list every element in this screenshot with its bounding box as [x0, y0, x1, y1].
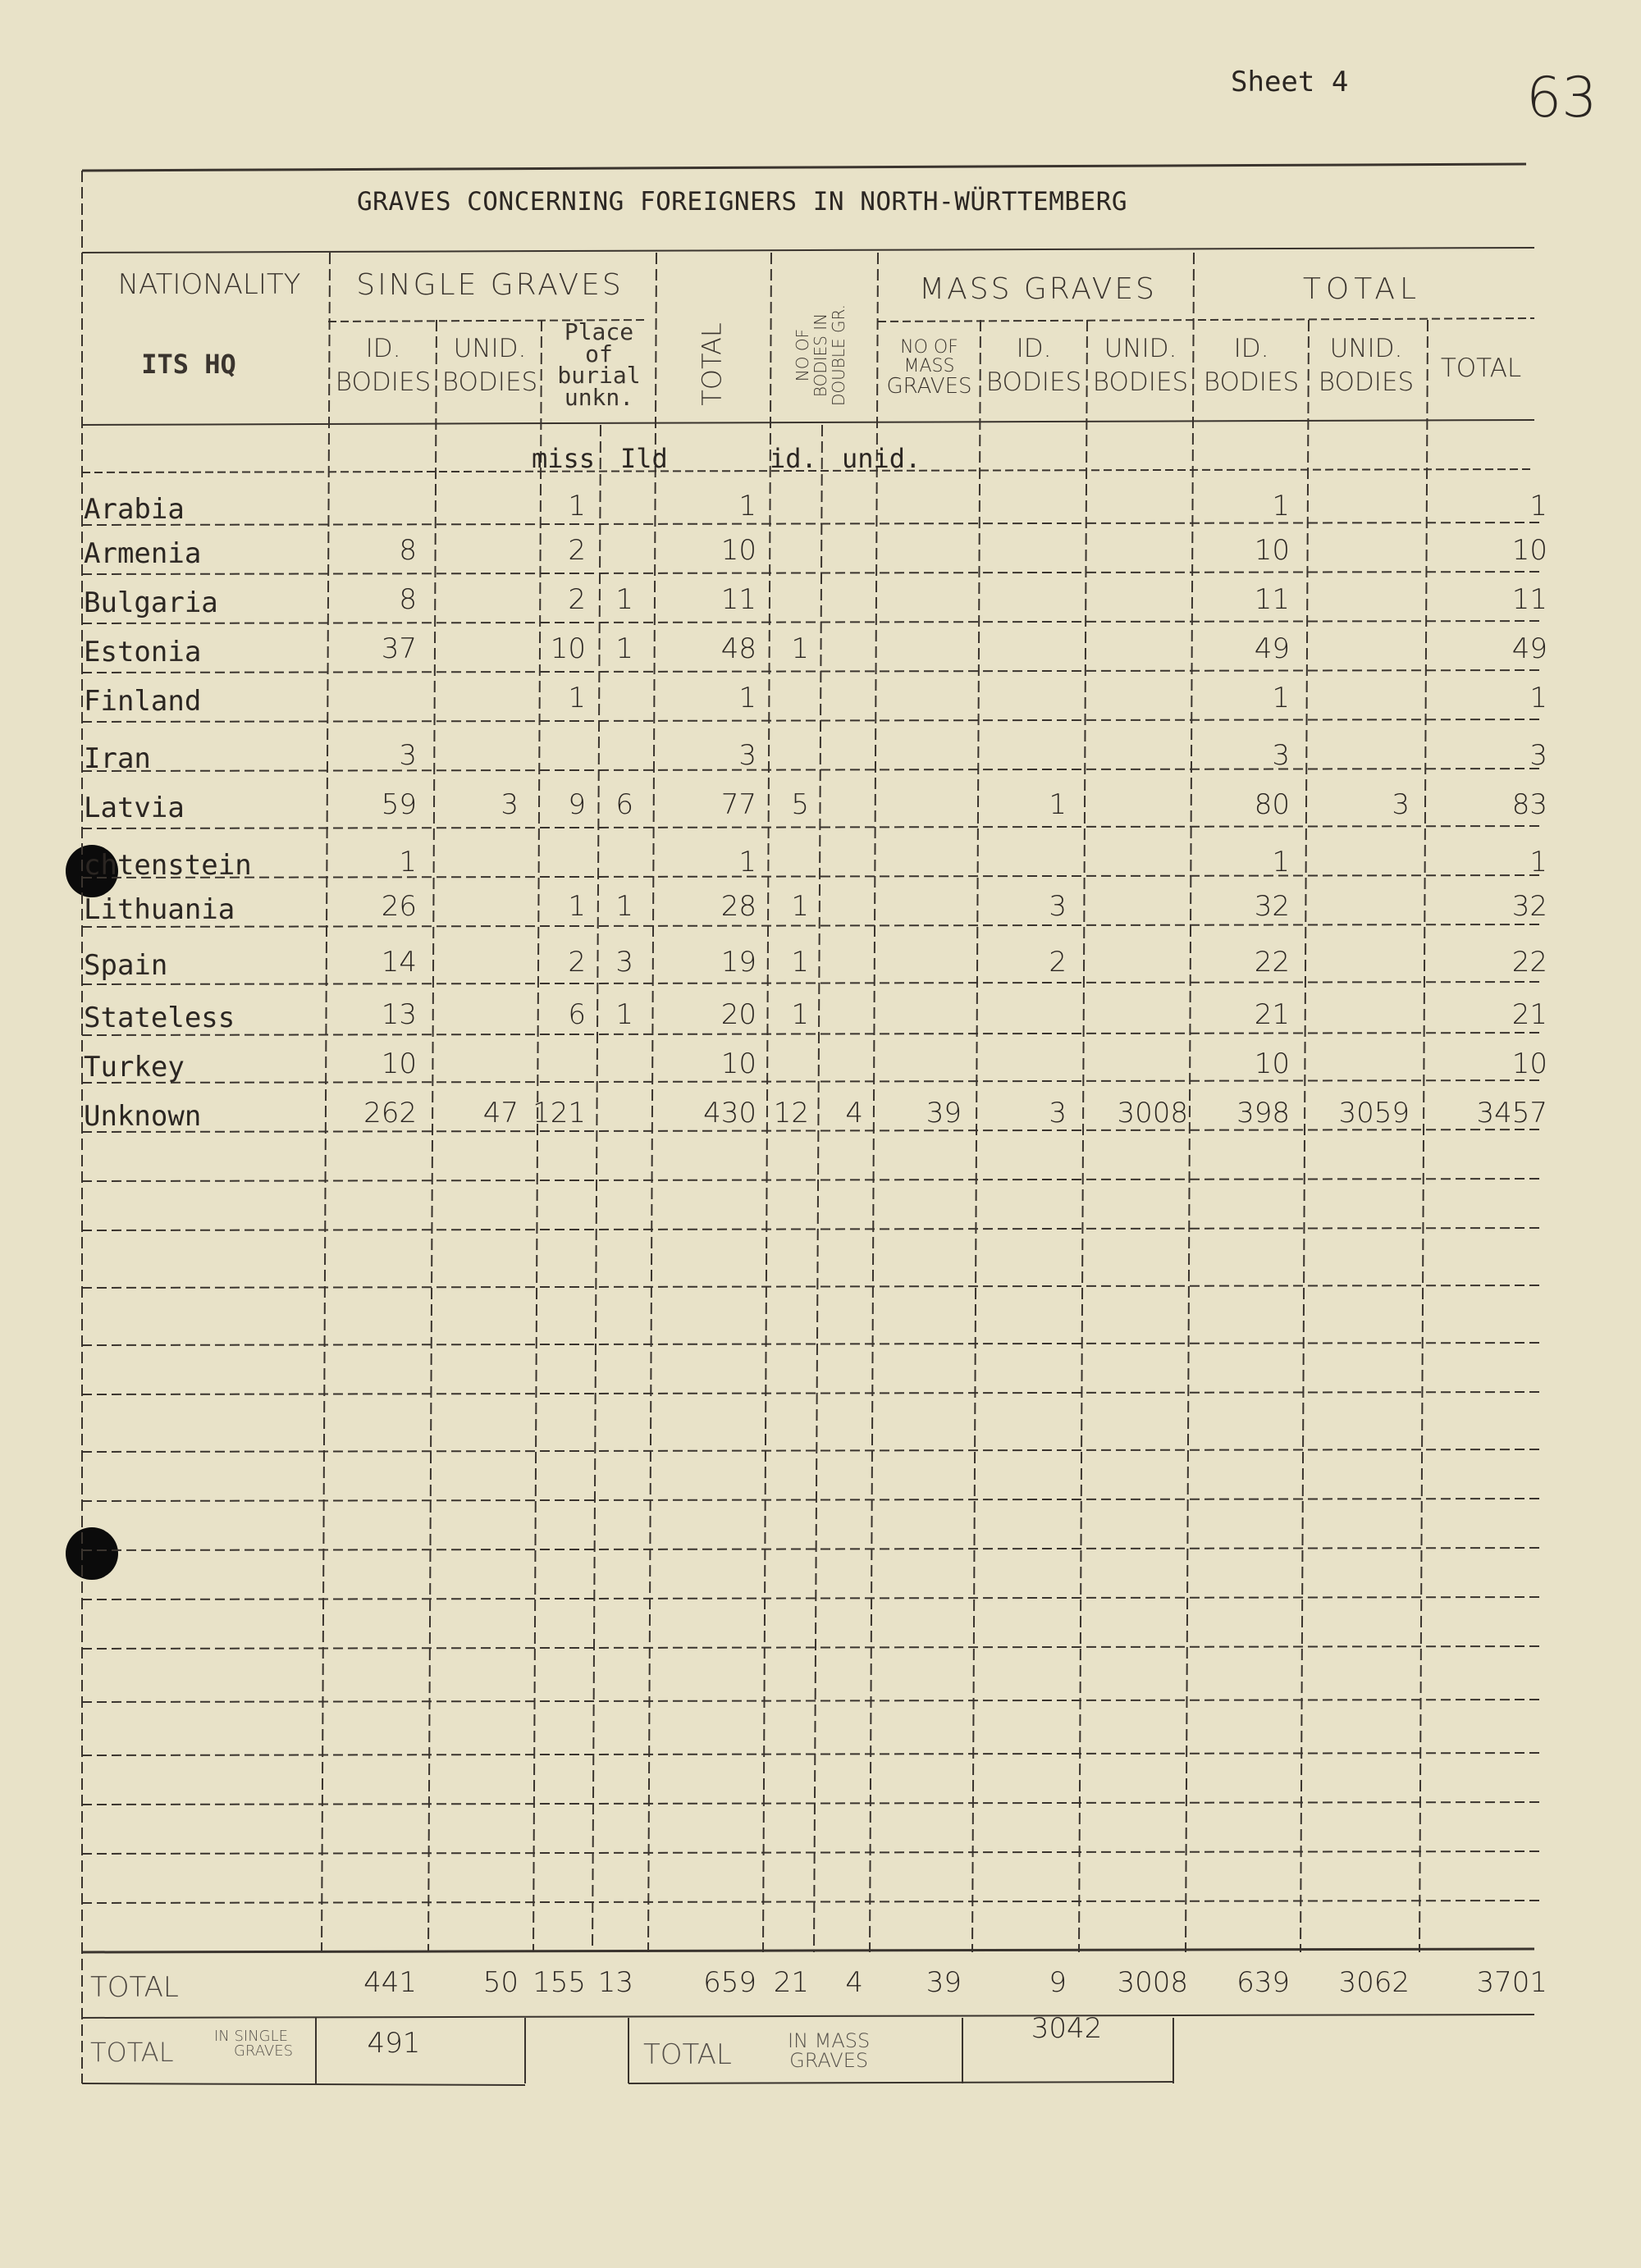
row-nationality: Finland	[84, 685, 202, 718]
row-rule	[82, 1343, 1543, 1345]
cell-total: 1	[738, 490, 757, 523]
cell-dbl-id: 1	[791, 946, 809, 979]
total-ild: 13	[597, 1966, 633, 1999]
row-rule	[82, 1499, 1543, 1501]
header-mass-id-bodies	[980, 336, 1087, 395]
cell-tot: 49	[1511, 632, 1547, 665]
cell-tot-id: 1	[1272, 846, 1290, 878]
total-dbl-unid: 4	[845, 1966, 863, 1999]
cell-total: 20	[720, 998, 757, 1031]
row-nationality: chtenstein	[84, 849, 252, 882]
total-mass-no: 39	[926, 1966, 962, 1999]
header-unid-bodies	[437, 336, 543, 395]
footer-single-sub-line1: IN SINGLE	[213, 2028, 289, 2045]
cell-dbl-id: 12	[773, 1097, 809, 1129]
cell-mass-id: 3	[1049, 890, 1067, 923]
cell-id: 262	[363, 1097, 417, 1129]
header-unid-bodies-line1: UNID.	[453, 334, 527, 363]
header-total-unid-line2: BODIES	[1318, 367, 1415, 397]
row-nationality: Arabia	[84, 493, 185, 526]
header-total-unid-line1: UNID.	[1329, 334, 1403, 363]
row-rule	[82, 523, 1543, 525]
cell-unid: 47	[482, 1097, 519, 1129]
cell-total: 10	[720, 1047, 757, 1080]
cell-ild: 6	[615, 788, 633, 821]
cell-tot-id: 80	[1254, 788, 1290, 821]
cell-total: 19	[720, 946, 757, 979]
row-nationality: Unknown	[84, 1100, 202, 1133]
header-mass-unid-bodies	[1087, 336, 1194, 395]
cell-tot: 3	[1529, 739, 1547, 772]
cell-id: 1	[399, 846, 417, 878]
cell-tot-unid: 3	[1392, 788, 1410, 821]
cell-id: 3	[399, 739, 417, 772]
cell-id: 26	[381, 890, 417, 923]
cell-miss: 10	[550, 632, 586, 665]
total-tot-unid: 3062	[1338, 1966, 1410, 1999]
subheader-ild: Ild	[620, 443, 668, 474]
header-total-group: TOTAL	[1302, 272, 1422, 306]
row-rule	[82, 1179, 1543, 1181]
cell-mass-id: 2	[1049, 946, 1067, 979]
cell-tot: 10	[1511, 1047, 1547, 1080]
cell-miss: 121	[533, 1097, 586, 1129]
row-rule	[82, 924, 1543, 927]
header-id-bodies	[330, 336, 437, 395]
row-rule	[82, 1700, 1543, 1702]
subheader-miss: miss	[532, 443, 596, 474]
header-double-line2: BODIES IN	[811, 313, 830, 398]
cell-tot: 83	[1511, 788, 1547, 821]
header-mass-unid-line2: BODIES	[1092, 367, 1189, 397]
row-rule	[82, 1548, 1543, 1550]
header-mass-graves: MASS GRAVES	[919, 272, 1157, 306]
cell-id: 14	[381, 946, 417, 979]
cell-tot: 22	[1511, 946, 1547, 979]
row-rule	[82, 1228, 1543, 1230]
row-rule	[82, 1851, 1543, 1854]
cell-miss: 1	[568, 490, 586, 523]
cell-total: 1	[738, 846, 757, 878]
cell-tot: 1	[1529, 682, 1547, 714]
row-rule	[82, 621, 1543, 623]
cell-dbl-id: 5	[791, 788, 809, 821]
row-rule	[82, 1129, 1543, 1132]
column-rule	[814, 425, 822, 1952]
cell-ild: 1	[615, 890, 633, 923]
footer-mass-sub	[788, 2031, 870, 2070]
footer-single-sub	[209, 2029, 293, 2059]
footer-mass-sub-line1: IN MASS	[788, 2029, 871, 2052]
cell-dbl-id: 1	[791, 890, 809, 923]
row-nationality: Iran	[84, 742, 151, 775]
row-nationality: Bulgaria	[84, 586, 218, 619]
footer-mass-value: 3042	[1031, 2012, 1103, 2045]
cell-id: 10	[381, 1047, 417, 1080]
total-tot-id: 639	[1236, 1966, 1290, 1999]
cell-miss: 2	[568, 534, 586, 567]
cell-tot-id: 49	[1254, 632, 1290, 665]
cell-tot-id: 22	[1254, 946, 1290, 979]
cell-tot: 1	[1529, 490, 1547, 523]
footer-single-value: 491	[367, 2027, 421, 2060]
header-mass-id-line2: BODIES	[985, 367, 1082, 397]
cell-mass-unid: 3008	[1117, 1097, 1188, 1129]
row-rule	[82, 1753, 1543, 1755]
row-rule	[82, 719, 1543, 722]
header-mass-id-line1: ID.	[1016, 334, 1052, 363]
header-unid-bodies-line2: BODIES	[441, 367, 538, 397]
header-no-mass-line3: GRAVES	[886, 374, 972, 399]
row-nationality: Lithuania	[84, 893, 235, 926]
cell-id: 59	[381, 788, 417, 821]
cell-dbl-id: 1	[791, 632, 809, 665]
row-rule	[82, 769, 1543, 771]
row-rule	[82, 1449, 1543, 1452]
header-no-mass-line2: MASS	[903, 356, 955, 377]
header-double-line3: DOUBLE GR.	[829, 303, 848, 407]
cell-miss: 2	[568, 583, 586, 616]
column-rule	[972, 320, 980, 1952]
cell-tot: 32	[1511, 890, 1547, 923]
footer-mass-sub-line2: GRAVES	[789, 2049, 869, 2072]
header-no-mass-line1: NO OF	[900, 337, 958, 358]
row-rule	[82, 1597, 1543, 1599]
header-its-hq: ITS HQ	[141, 349, 236, 380]
subheader-id: id.	[770, 443, 817, 474]
page-number: 63	[1526, 66, 1598, 130]
cell-id: 8	[399, 583, 417, 616]
header-nationality: NATIONALITY	[117, 268, 301, 301]
cell-tot-unid: 3059	[1338, 1097, 1410, 1129]
header-place-line4: unkn.	[564, 383, 634, 411]
row-nationality: Spain	[84, 949, 168, 982]
row-rule	[82, 982, 1543, 984]
header-grand-total: TOTAL	[1440, 354, 1522, 383]
row-nationality: Turkey	[84, 1051, 185, 1084]
document-title: GRAVES CONCERNING FOREIGNERS IN NORTH-WÜRTTEMBERG	[357, 187, 1128, 217]
cell-tot: 10	[1511, 534, 1547, 567]
totals-label: TOTAL	[90, 1971, 179, 2004]
footer-mass-label: TOTAL	[643, 2038, 732, 2071]
subheader-unid: unid.	[842, 443, 921, 474]
row-rule	[82, 826, 1543, 828]
row-rule	[82, 1080, 1543, 1083]
cell-dbl-id: 1	[791, 998, 809, 1031]
row-rule	[82, 572, 1543, 574]
cell-tot-id: 11	[1254, 583, 1290, 616]
cell-total: 77	[720, 788, 757, 821]
cell-mass-no: 39	[926, 1097, 962, 1129]
cell-tot: 3457	[1476, 1097, 1547, 1129]
cell-tot-id: 398	[1236, 1097, 1290, 1129]
cell-tot-id: 1	[1272, 682, 1290, 714]
cell-tot-id: 21	[1254, 998, 1290, 1031]
total-mass-unid: 3008	[1117, 1966, 1188, 1999]
row-nationality: Latvia	[84, 792, 185, 824]
row-nationality: Estonia	[84, 636, 202, 669]
column-rule	[428, 320, 437, 1952]
cell-total: 3	[738, 739, 757, 772]
cell-id: 37	[381, 632, 417, 665]
cell-tot-id: 32	[1254, 890, 1290, 923]
cell-total: 11	[720, 583, 757, 616]
header-single-graves: SINGLE GRAVES	[356, 268, 624, 302]
cell-dbl-unid: 4	[845, 1097, 863, 1129]
row-nationality: Stateless	[84, 1002, 235, 1034]
total-miss: 155	[533, 1966, 586, 1999]
column-rule	[533, 320, 542, 1952]
row-rule	[82, 1392, 1543, 1394]
row-nationality: Armenia	[84, 537, 202, 570]
cell-total: 1	[738, 682, 757, 714]
cell-miss: 1	[568, 890, 586, 923]
header-total-unid-bodies	[1309, 336, 1424, 395]
cell-total: 28	[720, 890, 757, 923]
row-rule	[82, 1802, 1543, 1805]
header-total-single: TOTAL	[696, 322, 728, 406]
cell-tot-id: 10	[1254, 534, 1290, 567]
header-total-id-line2: BODIES	[1203, 367, 1300, 397]
header-double-line1: NO OF	[793, 328, 812, 382]
header-place-line1: Place	[564, 318, 634, 345]
header-total-id-bodies	[1194, 336, 1309, 395]
sheet-label: Sheet 4	[1231, 66, 1349, 98]
cell-tot-id: 3	[1272, 739, 1290, 772]
row-rule	[82, 1285, 1543, 1288]
cell-unid: 3	[501, 788, 519, 821]
cell-total: 10	[720, 534, 757, 567]
cell-id: 13	[381, 998, 417, 1031]
total-tot: 3701	[1476, 1966, 1547, 1999]
cell-total: 48	[720, 632, 757, 665]
header-place-line3: burial	[557, 362, 641, 390]
header-id-bodies-line1: ID.	[365, 334, 401, 363]
footer-single-label: TOTAL	[90, 2037, 174, 2068]
cell-tot: 21	[1511, 998, 1547, 1031]
column-rule	[1300, 320, 1309, 1952]
total-id: 441	[363, 1966, 417, 1999]
cell-tot: 1	[1529, 846, 1547, 878]
header-total-id-line1: ID.	[1233, 334, 1269, 363]
row-rule	[82, 1646, 1543, 1649]
total-dbl-id: 21	[773, 1966, 809, 1999]
cell-ild: 1	[615, 583, 633, 616]
total-unid: 50	[482, 1966, 519, 1999]
cell-total: 430	[703, 1097, 757, 1129]
total-total: 659	[703, 1966, 757, 1999]
cell-miss: 1	[568, 682, 586, 714]
header-no-bodies-double	[793, 298, 848, 413]
cell-miss: 2	[568, 946, 586, 979]
cell-ild: 1	[615, 998, 633, 1031]
total-mass-id: 9	[1049, 1966, 1067, 1999]
cell-mass-id: 1	[1049, 788, 1067, 821]
row-rule	[82, 670, 1543, 673]
header-place-line2: of	[585, 340, 613, 367]
cell-mass-id: 3	[1049, 1097, 1067, 1129]
cell-ild: 1	[615, 632, 633, 665]
header-mass-unid-line1: UNID.	[1104, 334, 1177, 363]
cell-tot-id: 10	[1254, 1047, 1290, 1080]
row-rule	[82, 1901, 1543, 1903]
header-place-of-burial	[542, 318, 656, 411]
footer-single-sub-line2: GRAVES	[234, 2042, 293, 2060]
cell-miss: 9	[568, 788, 586, 821]
cell-ild: 3	[615, 946, 633, 979]
column-rule	[1419, 320, 1428, 1952]
header-id-bodies-line2: BODIES	[335, 367, 432, 397]
row-rule	[82, 1033, 1543, 1035]
cell-tot: 11	[1511, 583, 1547, 616]
row-rule	[82, 875, 1543, 878]
column-rule	[1079, 320, 1087, 1952]
cell-miss: 6	[568, 998, 586, 1031]
cell-tot-id: 1	[1272, 490, 1290, 523]
cell-id: 8	[399, 534, 417, 567]
header-no-mass-graves	[878, 338, 980, 398]
